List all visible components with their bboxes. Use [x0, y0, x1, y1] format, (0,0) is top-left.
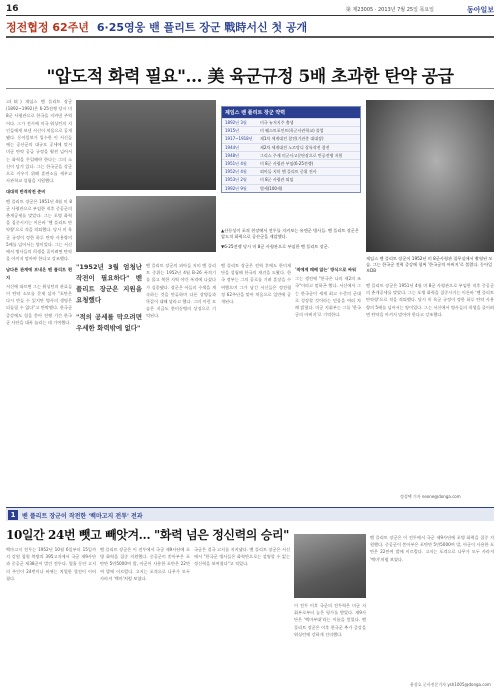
timeline-year: 1951년 4월: [225, 161, 247, 167]
bottom-column-2: [100, 546, 190, 686]
article-text: 백마고지 전투는 1952년 10월 6일부터 15일까지 강원 철원 북방의 395고지에서 국군 제9사단과 중공군 제38군이 벌인 전투다. 열흘 동안 고지의 주인이 24번이나 바뀌는 치열한 혈전이 이어졌다.: [6, 547, 96, 581]
timeline-row: [222, 151, 360, 159]
subhead: '적에게 패배 않는' 방식으로 싸워: [295, 267, 356, 272]
timeline-row: [222, 167, 360, 175]
timeline-event: 미 웨스트포인트(육군사관학교) 졸업: [260, 128, 324, 134]
timeline-event: 미 8군 사령관 퇴임: [260, 177, 294, 183]
paper-name: 동아일보: [466, 6, 494, 14]
timeline-year: 1917~1918년: [225, 136, 253, 142]
timeline-event: 제2차 세계대전 노르망디 상륙작전 참전: [260, 144, 330, 150]
timeline-row: [222, 159, 360, 167]
article-text: 서신에 따르면 그는 워싱턴의 관료들이 탄약 소모를 문제 삼자 "포탄은 다시 만들 수 있지만 병사의 생명은 되돌릴 수 없다"고 반박했다. 한국군 증강에도 힘을 쏟아 전쟁 기간 한국군 사단을 대폭 늘리는 데 기여했다.: [6, 283, 72, 325]
bottom-headline: 10일간 24번 뺏고 빼앗겨… "화력 넘은 정신력의 승리": [6, 528, 290, 542]
page-number: 16: [6, 4, 19, 14]
timeline-event: 별세(100세): [260, 185, 283, 191]
portrait-photo: [76, 100, 216, 190]
timeline-row: [222, 134, 360, 142]
series-title-part2: 6·25영웅 밴 플리트 장군 戰時서신 첫 공개: [96, 21, 308, 34]
subhead: 대대적 반격작전 준비: [6, 189, 46, 195]
article-text: 밴 플리트 장군은 이 전투에서 국군 제9사단에 포병 화력을 집중 지원했다. 중공군이 쏟아부은 포탄만 5만5000여 발, 아군이 사용한 포탄은 22만여 발에 이르렀다. 고지는 포격으로 나무가 모두 사라져 '백마'처럼 보였다.: [370, 535, 494, 562]
timeline-event: 그리스 주재 미군사고문단장으로 반공전쟁 지원: [260, 152, 343, 158]
timeline-row: [222, 143, 360, 151]
article-column-4: [221, 262, 291, 500]
timeline-row: [222, 184, 360, 192]
timeline-event: 미 8군 사령관 부임(6·25전쟁): [260, 161, 314, 167]
article-text: 밴 플리트 장군은 1951년 4월 미 8군 사령관으로 부임한 직후 중공군의 춘계공세를 맞았다. 그는 포병 화력을 집중시키는 이른바 '밴 플리트 탄약량'으로 적을 격퇴했다. 당시 미 육군 규정이 정한 하루 탄약 사용량의 5배를 넘어서는 양이었다. 그는 서신에서 병사들의 희생을 줄이려면 탄약을 아끼지 말아야 한다고 강조했다.: [366, 283, 494, 317]
portrait-photo-caption: ▼6·25전쟁 당시 미 8군 사령관으로 부임한 밴 플리트 장군.: [221, 244, 330, 249]
article-column-1: [6, 98, 72, 500]
timeline-year: 1915년: [225, 128, 240, 134]
section-title: 밴 플리트 장군이 작전한 '백마고지 전투' 전과: [22, 513, 143, 520]
pull-quote: "적의 공세를 막으려면 우세한 화력밖에 없다": [76, 313, 142, 332]
article-text: 밴 플리트 장군의 외아들 지미 밴 플리트 중위는 1952년 4월 B-26 폭격기를 몰고 북한 지역 야간 폭격에 나섰다가 실종됐다. 장군은 아들의 수색을 계속하는 것을 만류하며 다른 장병들과 똑같이 대해 달라고 했다. 그의 이런 모습은 지금도 한미동맹의 상징으로 기억된다.: [146, 263, 216, 319]
general-photo: [366, 100, 494, 252]
timeline-box: [221, 106, 361, 193]
timeline-year: 1953년 2월: [225, 177, 247, 183]
article-text: 밴 플리트 장군은 이 전투에서 국군 제9사단에 포병 화력을 집중 지원했다. 중공군이 쏟아부은 포탄만 5만5000여 발, 아군이 사용한 포탄은 22만여 발에 이르렀다. 고지는 포격으로 나무가 모두 사라져 '백마'처럼 보였다.: [100, 547, 190, 581]
article-text: 밴 플리트 장군은 1951년 4월 미 8군 사령관으로 부임한 직후 중공군의 춘계공세를 맞았다. 그는 포병 화력을 집중시키는 이른바 '밴 플리트 탄약량'으로 적을 격퇴했다. 당시 미 육군 규정이 정한 하루 탄약 사용량의 5배를 넘어서는 양이었다. 그는 서신에서 병사들의 희생을 줄이려면 탄약을 아끼지 말아야 한다고 강조했다.: [6, 198, 72, 262]
timeline-row: [222, 126, 360, 134]
headline-rule: [6, 88, 494, 89]
article-text: 고(故) 제임스 밴 플리트 장군(1892~1992)은 6·25전쟁 당시 미 8군 사령관으로 한국을 지켜낸 주역이다. 그가 전시에 미국 워싱턴의 지인들에게 보낸 서신이 처음으로 공개됐다. 동아일보가 입수한 이 서신들에는 공산군의 대규모 공세에 맞서 미군 탄약 공급 규정을 훨씬 넘어서는 화력을 투입해야 한다는 그의 소신이 담겨 있다. 그는 한국군을 강군으로 키우기 위해 훈련소를 세우고 사관학교 설립을 지원했다.: [6, 99, 72, 184]
article-column-2: [76, 262, 142, 500]
series-title: [6, 19, 307, 35]
pull-quote: "1952년 3월 엄청난 작전이 필요하다" 밴 플리트 장군은 지원을 요청했다: [76, 263, 142, 304]
timeline-event: 미국 뉴저지주 출생: [260, 120, 294, 125]
timeline-year: 1892년 3월: [225, 120, 247, 125]
timeline-row: [222, 175, 360, 183]
timeline-event: 외아들 지미 밴 플리트 중위 전사: [260, 169, 317, 175]
article-column-6: [366, 282, 494, 492]
article-text: 밴 플리트 장군은 전역 후에도 한미재단을 설립해 한국의 재건을 도왔다. 한국 정부는 그의 공로를 기려 훈장을 수여했으며 그가 남긴 서신들은 정전협정 62주년을 맞아 처음으로 일반에 공개된다.: [221, 263, 291, 305]
section-bar: [6, 507, 494, 521]
timeline-year: 1948년: [225, 152, 240, 158]
main-headline: "압도적 화력 필요"… 美 육군규정 5배 초과한 탄약 공급: [46, 67, 454, 87]
timeline-year: 1992년 9월: [225, 185, 247, 191]
battle-photo-caption: ▲산등성이 포격 현장에서 전투를 지켜보는 유엔군 병사들. 밴 플리트 장군은 압도적 화력으로 공산군을 제압했다.: [221, 228, 359, 239]
timeline-year: 1944년: [225, 144, 240, 150]
article-text: 그는 생전에 "한국은 나의 제2의 조국"이라고 말하곤 했다. 서신에서 그는 한국군이 세계 최고 수준의 군대로 성장할 것이라는 믿음을 여러 차례 밝혔다. 미군 지휘부는 그를 '한국군의 아버지'로 기억한다.: [295, 276, 361, 318]
timeline-row: [222, 118, 360, 126]
article-text: 이 전투 이후 국군의 전투력은 미군 지휘부로부터 높은 평가를 받았다. 제9사단은 '백마부대'라는 이름을 얻었다. 밴 플리트 장군은 이후 한국군 추가 증강을 워싱턴에 강하게 건의했다.: [294, 603, 366, 637]
baekma-photo: [294, 534, 366, 598]
timeline-title: 제임스 밴 플리트 장군 약력: [222, 107, 360, 118]
timeline-year: 1952년 4월: [225, 169, 247, 175]
general-photo-caption: 제임스 밴 플리트 장군이 1952년 미 8군사령관 집무실에서 촬영된 모습. 그는 한국군 전력 증강에 힘써 '한국군의 아버지'로 불렸다. 동아일보DB: [366, 256, 493, 273]
article-column-3: [146, 262, 216, 500]
header-rule: [6, 36, 494, 38]
article-text: 국군은 결국 고지를 지켜냈다. 밴 플리트 장군은 서신에서 "한국군 병사들은 화력만으로는 설명할 수 없는 정신력을 보여줬다"고 적었다.: [194, 547, 290, 567]
byline-top: 정성택 기자 neone@donga.com: [400, 494, 461, 499]
issue-date: 第 제23005 · 2013년 7월 25일 목요일: [345, 7, 434, 13]
article-column-5: [295, 262, 361, 500]
page-header: [6, 4, 494, 16]
section-number: 1: [8, 510, 18, 520]
bottom-column-4: [294, 602, 366, 686]
series-title-part1: 정전협정 62주년: [6, 21, 89, 34]
byline-bottom: 윤상호 군사전문기자 ysh1005@donga.com: [410, 682, 491, 687]
bottom-column-3: [194, 546, 290, 686]
bottom-column-5: [370, 534, 494, 680]
bottom-column-1: [6, 546, 96, 686]
battle-photo: [76, 196, 216, 252]
subhead: 남다른 관계에 보내온 밴 플리트 편지: [6, 267, 72, 280]
timeline-event: 제1차 세계대전 참전(기관총 대대장): [260, 136, 324, 142]
